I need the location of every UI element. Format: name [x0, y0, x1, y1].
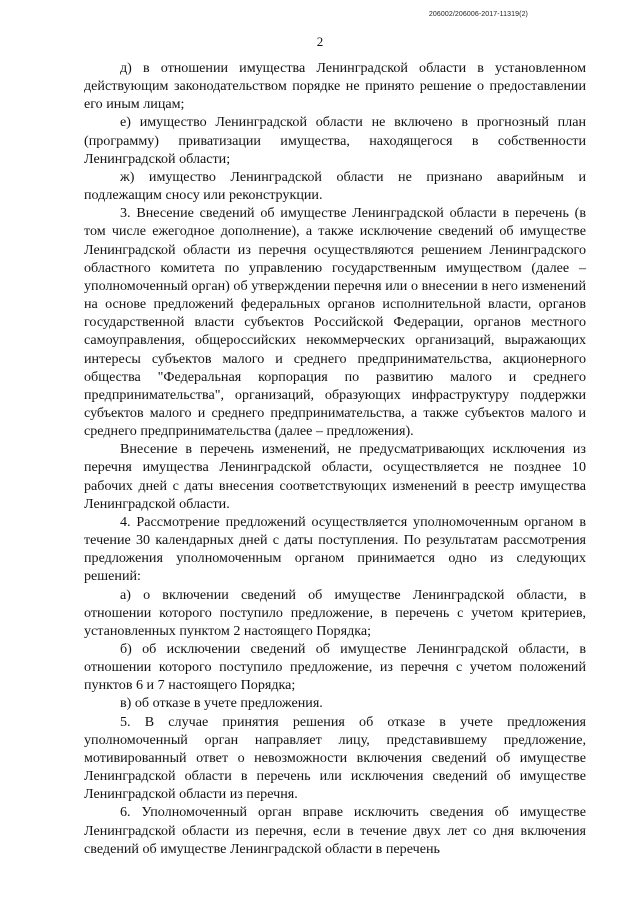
document-body	[84, 59, 586, 858]
document-id: 206002/206006-2017-11319(2)	[428, 11, 528, 18]
paragraph-zh: ж) имущество Ленинградской области не признано аварийным и подлежащим сносу или реконструкции.	[84, 168, 586, 204]
paragraph-section-3: 3. Внесение сведений об имуществе Ленинградской области в перечень (в том числе ежегодное дополнение), а также исключение сведений об имуществе Ленинградской области из перечня осуществляются решением Ленинградского областного комитета по управлению государственным имуществом (далее – уполномоченный орган) об утверждении перечня или о внесении в него изменений на основе предложений федеральных органов исполнительной власти, органов государственной власти субъектов Российской Федерации, органов местного самоуправления, общероссийских некоммерческих организаций, выражающих интересы субъектов малого и среднего предпринимательства, акционерного общества "Федеральная корпорация по развитию малого и среднего предпринимательства", организаций, образующих инфраструктуру поддержки субъектов малого и среднего предпринимательства, а также субъектов малого и среднего предпринимательства (далее – предложения).	[84, 205, 586, 440]
paragraph-section-3-changes: Внесение в перечень изменений, не предусматривающих исключения из перечня имущества Ленинградской области, осуществляется не позднее 10 рабочих дней с даты внесения соответствующих изменений в реестр имущества Ленинградской области.	[84, 441, 586, 512]
paragraph-section-6: 6. Уполномоченный орган вправе исключить сведения об имуществе Ленинградской области из перечня, если в течение двух лет со дня включения сведений об имуществе Ленинградской области в перечень	[84, 804, 586, 857]
paragraph-section-4: 4. Рассмотрение предложений осуществляется уполномоченным органом в течение 30 календарных дней с даты поступления. По результатам рассмотрения предложения уполномоченным органом принимается одно из следующих решений:	[84, 513, 586, 585]
page-number: 2	[316, 34, 324, 49]
paragraph-4v: в) об отказе в учете предложения.	[120, 695, 323, 712]
paragraph-d: д) в отношении имущества Ленинградской области в установленном действующим законодательством порядке не принято решение о предоставлении его иным лицам;	[84, 60, 586, 113]
paragraph-section-5: 5. В случае принятия решения об отказе в учете предложения уполномоченный орган направляет лицу, представившему предложение, мотивированный ответ о невозможности включения сведений об имуществе Ленинградской области в перечень или исключения сведений об имуществе Ленинградской области из перечня.	[84, 713, 586, 803]
paragraph-4a: а) о включении сведений об имуществе Ленинградской области, в отношении которого поступило предложение, в перечень с учетом критериев, установленных пунктом 2 настоящего Порядка;	[84, 586, 586, 639]
paragraph-4b: б) об исключении сведений об имуществе Ленинградской области, в отношении которого поступило предложение, из перечня с учетом положений пунктов 6 и 7 настоящего Порядка;	[84, 641, 586, 694]
paragraph-e: е) имущество Ленинградской области не включено в прогнозный план (программу) приватизации имущества, находящегося в собственности Ленинградской области;	[84, 114, 586, 167]
